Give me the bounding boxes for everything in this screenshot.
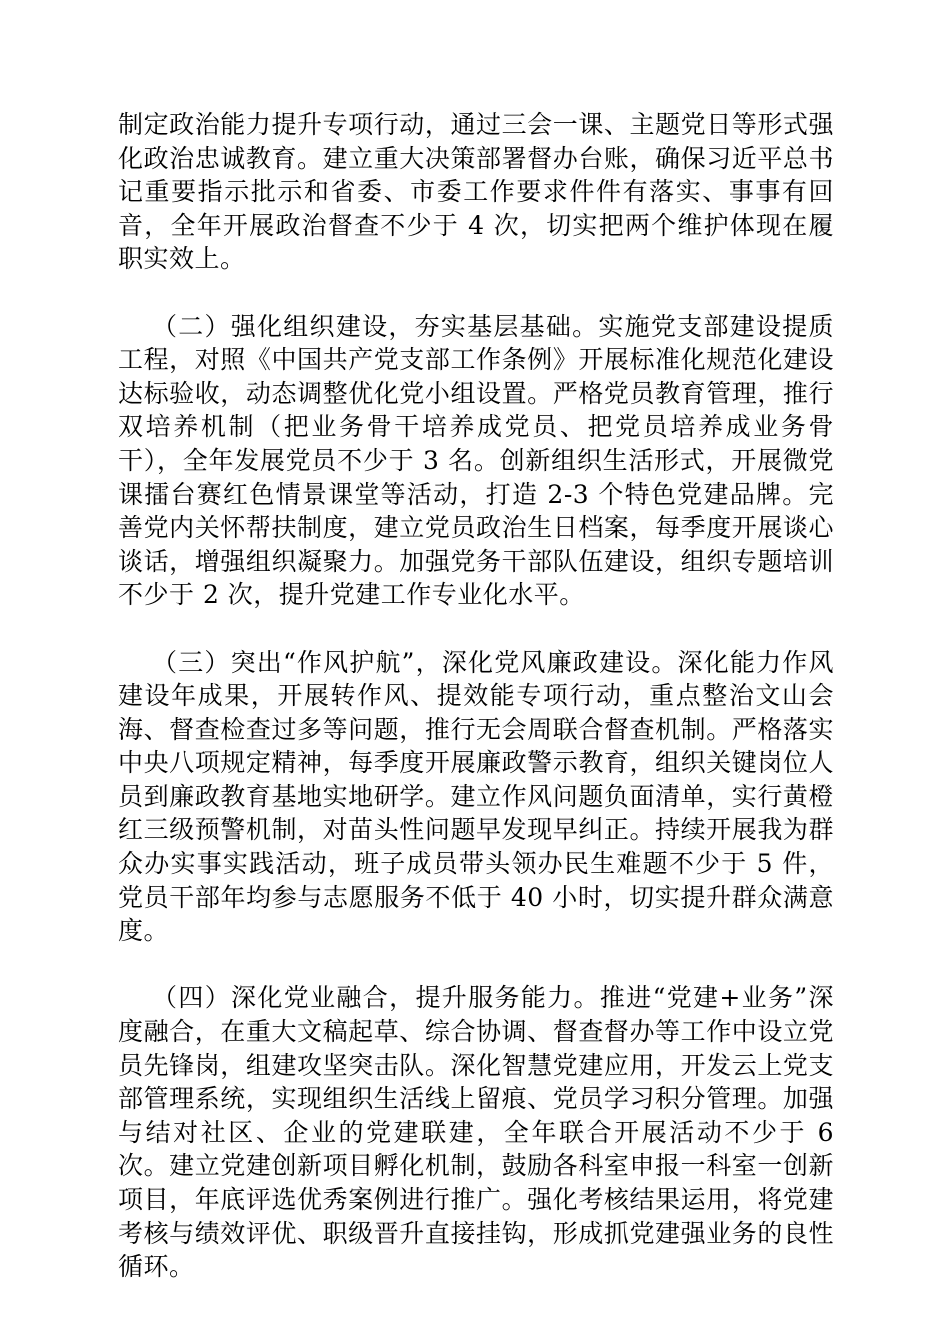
paragraph-gap — [118, 612, 834, 646]
paragraph-organization-building: （二）强化组织建设，夯实基层基础。实施党支部建设提质工程，对照《中国共产党支部工作条例》开展标准化规范化建设达标验收，动态调整优化党小组设置。严格党员教育管理，推行双培养机制（把业务骨干培养成党员、把党员培养成业务骨干），全年发展党员不少于 3 名。创新组织生活形式，开展微党课擂台赛红色情景课堂等活动，打造 2-3 个特色党建品牌。完善党内关怀帮扶制度，建立党员政治生日档案，每季度开展谈心谈话，增强组织凝聚力。加强党务干部队伍建设，组织专题培训不少于 2 次，提升党建工作专业化水平。 — [118, 311, 834, 610]
paragraph-gap — [118, 276, 834, 310]
paragraph-party-business-integration: （四）深化党业融合，提升服务能力。推进“党建+业务”深度融合，在重大文稿起草、综合协调、督查督办等工作中设立党员先锋岗，组建攻坚突击队。深化智慧党建应用，开发云上党支部管理系统，实现组织生活线上留痕、党员学习积分管理。加强与结对社区、企业的党建联建，全年联合开展活动不少于 6 次。建立党建创新项目孵化机制，鼓励各科室申报一科室一创新项目，年底评选优秀案例进行推广。强化考核结果运用，将党建考核与绩效评优、职级晋升直接挂钩，形成抓党建强业务的良性循环。 — [118, 983, 834, 1282]
document-body — [118, 108, 834, 1284]
paragraph-political-loyalty: 制定政治能力提升专项行动，通过三会一课、主题党日等形式强化政治忠诚教育。建立重大决策部署督办台账，确保习近平总书记重要指示批示和省委、市委工作要求件件有落实、事事有回音，全年开展政治督查不少于 4 次，切实把两个维护体现在履职实效上。 — [118, 110, 834, 274]
paragraph-gap — [118, 948, 834, 982]
paragraph-work-style: （三）突出“作风护航”，深化党风廉政建设。深化能力作风建设年成果，开展转作风、提效能专项行动，重点整治文山会海、督查检查过多等问题，推行无会周联合督查机制。严格落实中央八项规定精神，每季度开展廉政警示教育，组织关键岗位人员到廉政教育基地实地研学。建立作风问题负面清单，实行黄橙红三级预警机制，对苗头性问题早发现早纠正。持续开展我为群众办实事实践活动，班子成员带头领办民生难题不少于 5 件，党员干部年均参与志愿服务不低于 40 小时，切实提升群众满意度。 — [118, 647, 834, 946]
